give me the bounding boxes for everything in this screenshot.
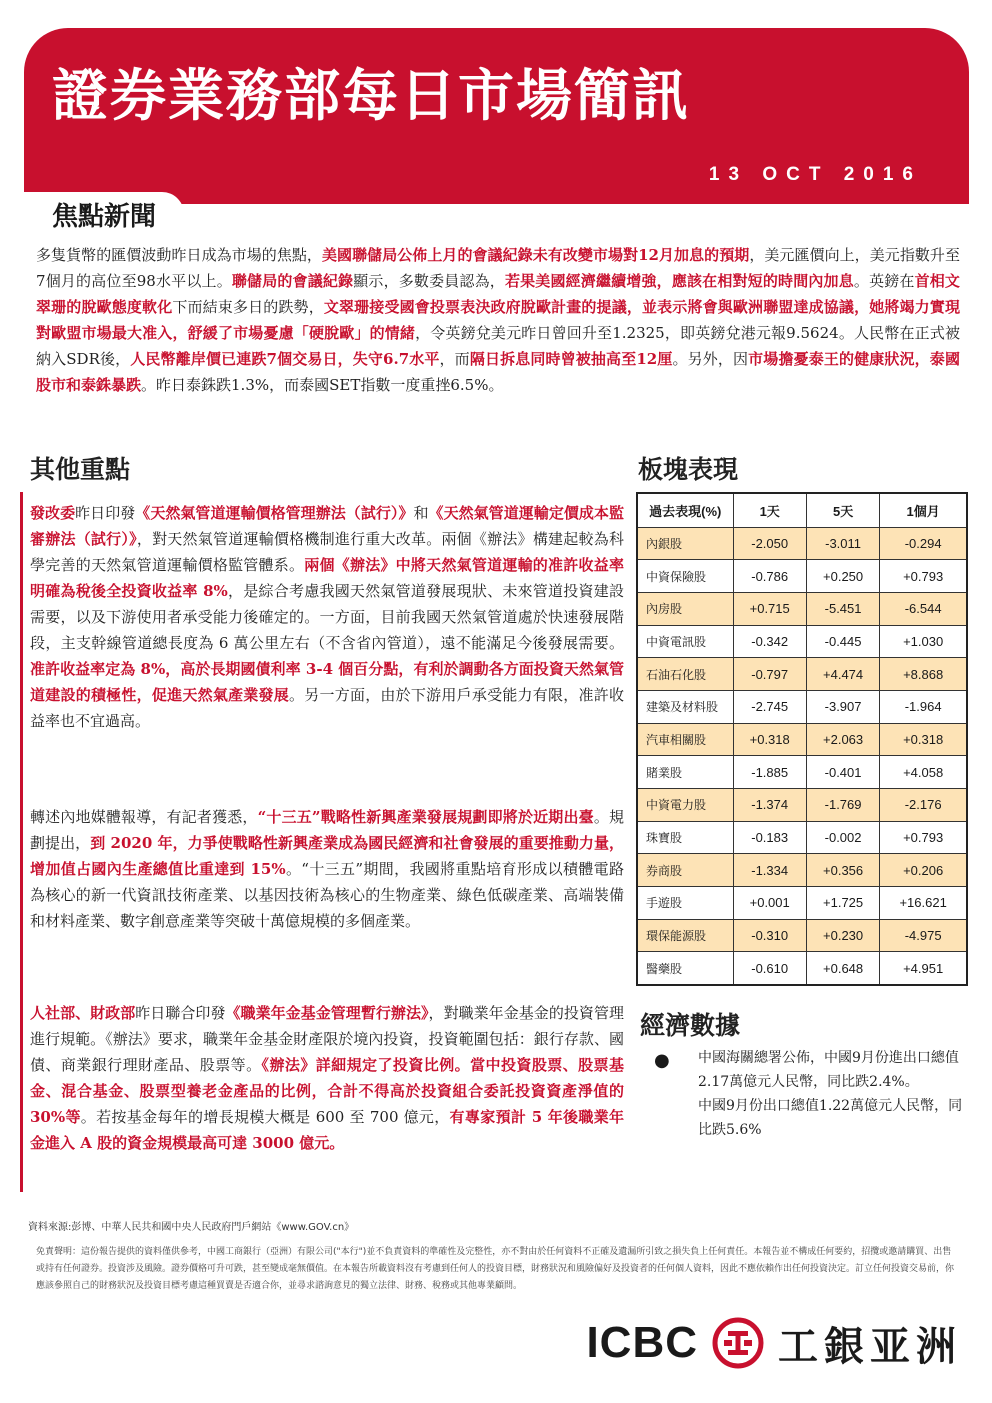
sector-name-cell: 建築及材料股 xyxy=(637,690,733,723)
one-month-cell: +0.793 xyxy=(880,560,967,593)
one-day-cell: +0.001 xyxy=(733,887,806,920)
body-text: ，是綜合考慮我國天然氣管道發展現狀、未來管道投資建設需要，以及下游使用者承受能力後確定的。一方面，目前我國天然氣管道處於快速發展階段，主支幹線管道總長度為 6 萬公里左右（不含省內管道），遠不能滿足今後發展需要。 xyxy=(30,582,624,652)
highlight-text: 若果美國經濟繼續增強，應該在相對短的時間內加息 xyxy=(504,272,854,290)
five-day-cell: +4.474 xyxy=(806,658,879,691)
one-month-cell: -4.975 xyxy=(880,919,967,952)
economic-data-line-2: 中國9月份出口總值1.22萬億元人民幣，同比跌5.6% xyxy=(698,1098,963,1138)
focus-news-heading: 焦點新聞 xyxy=(52,202,157,232)
five-day-cell: -0.401 xyxy=(806,756,879,789)
sector-name-cell: 醫藥股 xyxy=(637,952,733,985)
table-row xyxy=(637,952,967,985)
body-text: 。另外，因 xyxy=(672,350,749,368)
sector-performance-table xyxy=(636,492,968,986)
five-day-cell: -0.002 xyxy=(806,821,879,854)
highlight-text: 准許收益率定為 8%，高於長期國債利率 3-4 個百分點，有利於調動各方面投資天然氣管道建設的積極性，促進天然氣產業發展 xyxy=(30,660,624,704)
one-month-cell: -6.544 xyxy=(880,592,967,625)
body-text: ，美元匯價向上，美元指數升至7個月的高位至98水平以上。 xyxy=(36,246,960,290)
table-row xyxy=(637,919,967,952)
one-month-cell: +4.058 xyxy=(880,756,967,789)
one-day-cell: -1.334 xyxy=(733,854,806,887)
body-text: ，對天然氣管道運輸價格機制進行重大改革。兩個《辦法》構建起較為科學完善的天然氣管道運輸價格監管體系。 xyxy=(30,530,624,574)
one-month-cell: -2.176 xyxy=(880,789,967,822)
sector-name-cell: 汽車相關股 xyxy=(637,723,733,756)
body-text: 下而結束多日的跌勢， xyxy=(172,298,324,316)
body-text: 。規劃提出， xyxy=(30,808,624,852)
highlight-text: 人民幣離岸價已連跌7個交易日，失守6.7水平 xyxy=(130,350,440,368)
body-text: 。若按基金每年的增長規模大概是 600 至 700 億元， xyxy=(80,1108,450,1126)
five-day-cell: -3.011 xyxy=(806,527,879,560)
five-day-cell: +2.063 xyxy=(806,723,879,756)
sector-name-cell: 石油石化股 xyxy=(637,658,733,691)
five-day-cell: -5.451 xyxy=(806,592,879,625)
logo-english: ICBC xyxy=(586,1318,698,1367)
body-text: ，令英鎊兌美元昨日曾回升至1.2325，即英鎊兌港元報9.5624。人民幣在正式被納入SDR後， xyxy=(36,324,960,368)
one-month-cell: +0.793 xyxy=(880,821,967,854)
highlight-text: 文翠珊接受國會投票表決政府脫歐計畫的提議，並表示將會與歐洲聯盟達成協議，她將竭力實現對歐盟市場最大准入，舒緩了市場憂慮「硬脫歐」的情緒 xyxy=(36,298,960,342)
highlight-text: 美國聯儲局公佈上月的會議紀錄未有改變市場對12月加息的預期 xyxy=(321,246,750,264)
sector-name-cell: 中資電訊股 xyxy=(637,625,733,658)
one-month-cell: +4.951 xyxy=(880,952,967,985)
economic-data-heading: 經濟數據 xyxy=(640,1011,741,1040)
table-row xyxy=(637,527,967,560)
one-month-cell: +16.621 xyxy=(880,887,967,920)
table-row xyxy=(637,690,967,723)
table-row xyxy=(637,887,967,920)
focus-news-paragraph xyxy=(36,242,960,398)
icbc-seal-icon xyxy=(712,1317,764,1369)
other-highlights-heading: 其他重點 xyxy=(30,455,131,484)
highlight-text: 市場擔憂泰王的健康狀況，泰國股市和泰銖暴跌 xyxy=(36,350,960,394)
icbc-logo xyxy=(586,1318,962,1368)
ndrc-paragraph xyxy=(30,500,624,734)
one-day-cell: -0.183 xyxy=(733,821,806,854)
table-row xyxy=(637,854,967,887)
column-header: 1個月 xyxy=(880,493,967,527)
sector-name-cell: 中資保險股 xyxy=(637,560,733,593)
sector-name-cell: 環保能源股 xyxy=(637,919,733,952)
body-text: 轉述內地媒體報導，有記者獲悉， xyxy=(30,808,258,826)
sector-name-cell: 珠寶股 xyxy=(637,821,733,854)
five-day-cell: +0.356 xyxy=(806,854,879,887)
one-month-cell: +0.206 xyxy=(880,854,967,887)
one-day-cell: -0.786 xyxy=(733,560,806,593)
table-header-row xyxy=(637,493,967,527)
one-day-cell: -2.050 xyxy=(733,527,806,560)
body-text: 昨日聯合印發 xyxy=(135,1004,226,1022)
one-month-cell: -0.294 xyxy=(880,527,967,560)
column-header: 1天 xyxy=(733,493,806,527)
highlight-text: 《職業年金基金管理暫行辦法》 xyxy=(225,1004,429,1022)
table-row xyxy=(637,756,967,789)
highlight-text: 發改委 xyxy=(30,504,76,522)
one-day-cell: +0.318 xyxy=(733,723,806,756)
table-row xyxy=(637,560,967,593)
pension-fund-paragraph xyxy=(30,1000,624,1156)
body-text: 和 xyxy=(413,504,429,522)
highlight-text: 到 2020 年，力爭使戰略性新興產業成為國民經濟和社會發展的重要推動力量，增加值占國內生產總值比重達到 15% xyxy=(30,834,624,878)
one-day-cell: -0.342 xyxy=(733,625,806,658)
one-day-cell: -2.745 xyxy=(733,690,806,723)
highlight-text: “十三五”戰略性新興產業發展規劃即將於近期出臺 xyxy=(257,808,594,826)
one-month-cell: -1.964 xyxy=(880,690,967,723)
disclaimer: 免責聲明：這份報告提供的資料僅供參考，中國工商銀行（亞洲）有限公司("本行")並不負責資料的準確性及完整性，亦不對由於任何資料不正確及遺漏所引致之損失負上任何責任。本報告並不構成任何要約，招攬或邀請購買、出售或持有任何證券。投資涉及風險。證券價格可升可跌，甚至變成毫無價值。在本報告所載資料沒有考慮到任何人的投資目標，財務狀況和風險偏好及投資者的任何個人資料，因此不應依賴作出任何投資決定。訂立任何投資交易前，你應該參照自己的財務狀況及投資目標考慮這種買賣是否適合你，並尋求諮詢意見的獨立法律、財務、稅務或其他專業顧問。 xyxy=(36,1247,955,1291)
one-month-cell: +0.318 xyxy=(880,723,967,756)
page-title: 證券業務部每日市場簡訊 xyxy=(52,64,690,129)
logo-chinese: 工銀亚洲 xyxy=(778,1323,962,1370)
one-day-cell: -0.310 xyxy=(733,919,806,952)
body-text: 。“十三五”期間，我國將重點培育形成以積體電路為核心的新一代資訊技術產業、以基因技術為核心的生物產業、綠色低碳產業、高端裝備和材料產業、數字創意產業等突破十萬億規模的多個產業。 xyxy=(30,860,624,930)
five-day-cell: +0.230 xyxy=(806,919,879,952)
highlight-text: 聯儲局的會議紀錄 xyxy=(231,272,354,290)
highlight-text: 首相文翠珊的脫歐態度軟化 xyxy=(36,272,960,316)
table-row xyxy=(637,723,967,756)
body-text: ，而 xyxy=(439,350,470,368)
table-row xyxy=(637,789,967,822)
one-day-cell: -1.374 xyxy=(733,789,806,822)
one-day-cell: -0.797 xyxy=(733,658,806,691)
one-day-cell: -0.610 xyxy=(733,952,806,985)
body-text: 昨日印發 xyxy=(75,504,136,522)
one-day-cell: +0.715 xyxy=(733,592,806,625)
five-day-cell: +0.250 xyxy=(806,560,879,593)
sector-name-cell: 中資電力股 xyxy=(637,789,733,822)
column-header: 過去表現(%) xyxy=(637,493,733,527)
highlight-text: 人社部、財政部 xyxy=(30,1004,136,1022)
sector-performance-heading: 板塊表現 xyxy=(638,455,739,484)
body-text: 。英鎊在 xyxy=(853,272,915,290)
body-text: 。昨日泰銖跌1.3%，而泰國SET指數一度重挫6.5%。 xyxy=(141,376,504,394)
highlight-text: 有專家預計 5 年後職業年金進入 A 股的資金規模最高可達 3000 億元。 xyxy=(30,1108,624,1152)
highlight-text: 《辦法》詳細規定了投資比例。當中投資股票、股票基金、混合基金、股票型養老金產品的比例，合計不得高於投資組合委託投資資產淨值的 30%等 xyxy=(30,1056,624,1126)
sector-name-cell: 手遊股 xyxy=(637,887,733,920)
table-row xyxy=(637,625,967,658)
body-text: 。另一方面，由於下游用戶承受能力有限，准許收益率也不宜過高。 xyxy=(30,686,624,730)
highlight-text: 《天然氣管道運輸價格管理辦法（試行）》 xyxy=(135,504,414,522)
report-date: 13 OCT 2016 xyxy=(708,164,922,185)
highlight-text: 《天然氣管道運輸定價成本監審辦法（試行）》 xyxy=(30,504,624,548)
strategic-industries-paragraph xyxy=(30,804,624,934)
column-header: 5天 xyxy=(806,493,879,527)
body-text: 顯示，多數委員認為， xyxy=(353,272,505,290)
table-row xyxy=(637,821,967,854)
sector-name-cell: 內房股 xyxy=(637,592,733,625)
sector-name-cell: 券商股 xyxy=(637,854,733,887)
five-day-cell: +1.725 xyxy=(806,887,879,920)
five-day-cell: -0.445 xyxy=(806,625,879,658)
table-row xyxy=(637,592,967,625)
economic-data-line-1: 中國海關總署公佈，中國9月份進出口總值2.17萬億元人民幣，同比跌2.4%。 xyxy=(698,1050,959,1090)
one-month-cell: +8.868 xyxy=(880,658,967,691)
five-day-cell: -3.907 xyxy=(806,690,879,723)
sector-name-cell: 內銀股 xyxy=(637,527,733,560)
body-text: 多隻貨幣的匯價波動昨日成為市場的焦點， xyxy=(36,246,322,264)
highlight-text: 兩個《辦法》中將天然氣管道運輸的准許收益率明確為稅後全投資收益率 8% xyxy=(30,556,624,600)
one-month-cell: +1.030 xyxy=(880,625,967,658)
data-source: 資料來源:彭博、中華人民共和國中央人民政府門戶網站《www.GOV.cn》 xyxy=(28,1222,355,1233)
body-text: ，對職業年金基金的投資管理進行規範。《辦法》要求，職業年金基金財產限於境內投資，投資範圍包括：銀行存款、國債、商業銀行理財產品、股票等。 xyxy=(30,1004,624,1074)
five-day-cell: -1.769 xyxy=(806,789,879,822)
one-day-cell: -1.885 xyxy=(733,756,806,789)
table-row xyxy=(637,658,967,691)
highlight-text: 隔日拆息同時曾被抽高至12厘 xyxy=(469,350,673,368)
sector-name-cell: 賭業股 xyxy=(637,756,733,789)
section-rule xyxy=(20,492,23,1192)
five-day-cell: +0.648 xyxy=(806,952,879,985)
bullet-icon: ● xyxy=(654,1050,670,1071)
